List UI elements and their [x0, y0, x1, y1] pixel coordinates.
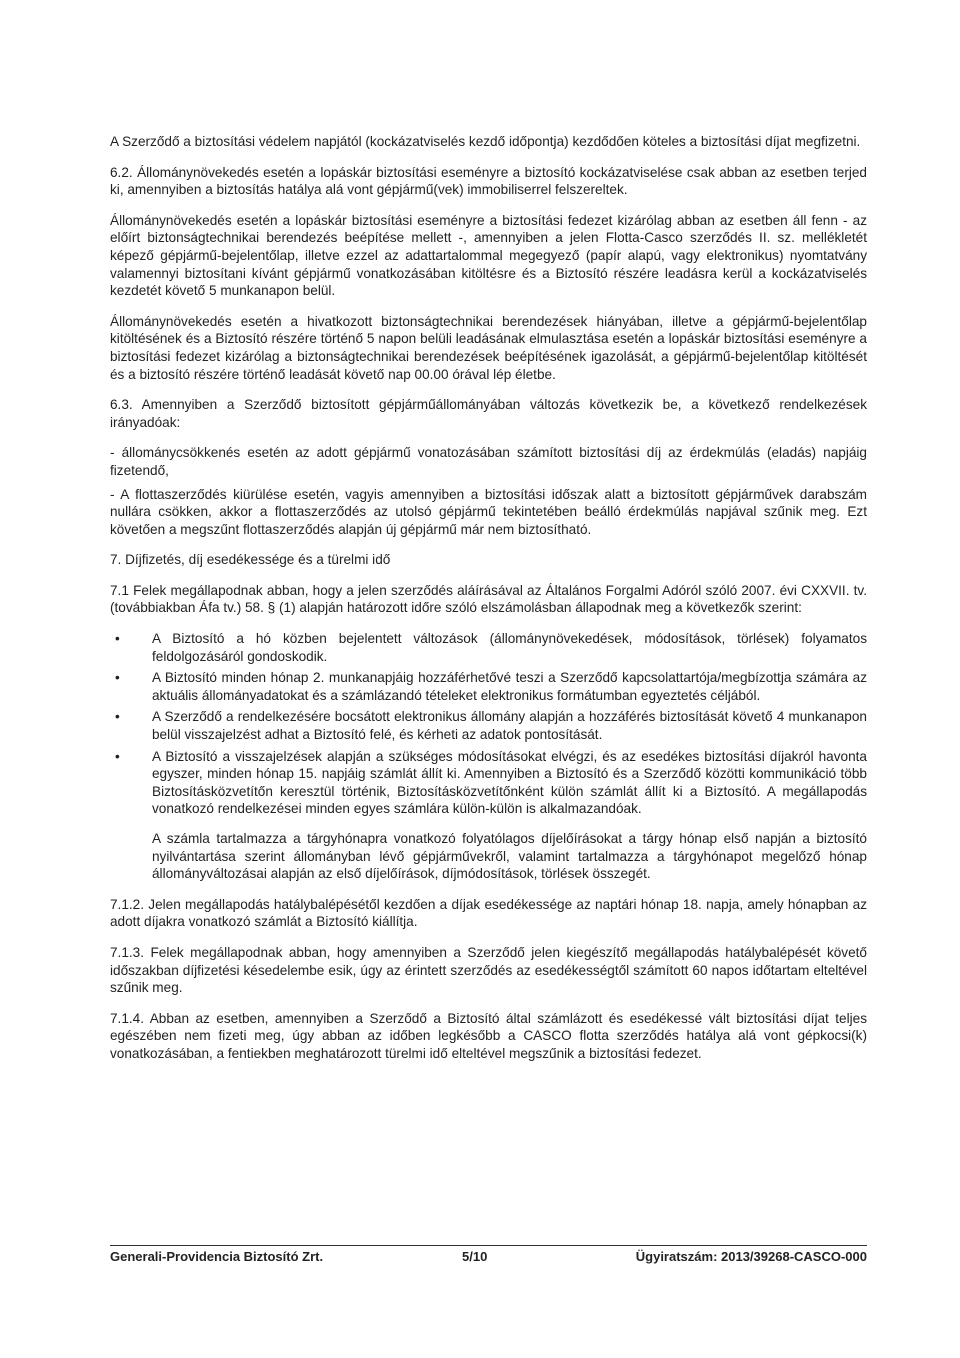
bullet-continuation: A számla tartalmazza a tárgyhónapra vonatkozó folyatólagos díjelőírásokat a tárgy hónap első napján a biztosító nyilvántartása szerint állományban lévő gépjárművekről, valamint tartalmazza a tárgyhónapot megelőző hónap állományváltozásai alapján az első díjelőírások, díjmódosítások, törlések összegét. — [152, 831, 867, 882]
bullet-icon: • — [115, 709, 120, 725]
section-heading-7: 7. Díjfizetés, díj esedékessége és a türelmi idő — [110, 552, 391, 568]
footer-reference: Ügyiratszám: 2013/39268-CASCO-000 — [635, 1249, 867, 1264]
bullet-icon: • — [115, 631, 120, 647]
list-item-text: A Biztosító minden hónap 2. munkanapjáig hozzáférhetővé teszi a Szerződő kapcsolattartója/megbízottja számára az aktuális állományadatokat és a számlázandó tételeket elektronikus formátumban egyeztetés céljából. — [152, 670, 867, 703]
list-item-text: A Biztosító a hó közben bejelentett változások (állománynövekedések, módosítások, törlések) folyamatos feldolgozásáról gondoskodik. — [152, 631, 867, 664]
paragraph-premium-obligation: A Szerződő a biztosítási védelem napjától (kockázatviselés kezdő időpontja) kezdődően köteles a biztosítási díjat megfizetni. — [110, 134, 861, 149]
paragraph-6-2: 6.2. Állománynövekedés esetén a lopáskár biztosítási eseményre a biztosító kockázatviselése csak abban az esetben terjed ki, amennyiben a biztosítás hatálya alá vont gépjármű(vek) immobiliserrel felszereltek. — [110, 164, 867, 198]
list-item-text: A Szerződő a rendelkezésére bocsátott elektronikus állomány alapján a hozzáférés biztosítását követő 4 munkanapon belül visszajelzést adhat a Biztosító felé, és kérheti az adatok pontosítását. — [152, 709, 867, 743]
dash-item-decrease: - állománycsökkenés esetén az adott gépjármű vonatozásában számított biztosítási díj az érdekmúlás (eladás) napjáig fizetendő, — [110, 445, 867, 478]
list-item-text: A Biztosító a visszajelzések alapján a szükséges módosításokat elvégzi, és az esedékes biztosítási díjakról havonta egyszer, minden hónap 15. napjáig számlát állít ki. Amennyiben a Biztosító és a Szerződő közötti kommunikáció több Biztosításközvetítőn keresztül történik, Biztosításközvetítőnként külön számlát állít ki a Biztosító. A megállapodás vonatkozó rendelkezései minden egyes számlára külön-külön is alkalmazandóak. — [152, 748, 867, 817]
page-number: 5/10 — [462, 1249, 488, 1264]
paragraph-7-1-2: 7.1.2. Jelen megállapodás hatálybalépésétől kezdően a díjak esedékessége az naptári hónap 18. napja, amely hónapban az adott díjakra vonatkozó számlát a Biztosító kiállítja. — [110, 896, 867, 930]
paragraph-theft-coverage: Állománynövekedés esetén a lopáskár biztosítási eseményre a biztosítási fedezet kizárólag abban az esetben áll fenn - az előírt biztonságtechnikai berendezés beépítése mellett -, amennyiben a jelen Flotta-Casco szerződés II. sz. mellékletét képező gépjármű-bejelentőlap, illetve ezzel az adattartalommal megegyező (papír alapú, vagy elektronikus) nyomtatvány valamennyi biztosítani kívánt gépjármű vonatkozásában kitöltésre és a Biztosító részére leadásra kerül a kockázatviselés kezdetét követő 5 munkanapon belül. — [110, 212, 867, 299]
paragraph-7-1-3: 7.1.3. Felek megállapodnak abban, hogy amennyiben a Szerződő jelen kiegészítő megállapodás hatálybalépését követő időszakban díjfizetési késedelembe esik, úgy az érintett szerződés az esedékességtől számított 60 napos időtartam elteltével szűnik meg. — [110, 944, 867, 996]
list-item — [115, 708, 867, 743]
bullet-icon: • — [115, 670, 120, 686]
paragraph-7-1-4: 7.1.4. Abban az esetben, amennyiben a Szerződő a Biztosító által számlázott és esedékessé vált biztosítási díjat teljes egészében nem fizeti meg, úgy abban az időben legkésőbb a CASCO flotta szerződés hatálya alá vont gépkocsi(k) vonatkozásában, a fentiekben meghatározott türelmi idő elteltével megszűnik a biztosítási fedezet. — [110, 1010, 867, 1061]
page-footer — [110, 1245, 867, 1264]
document-body — [110, 133, 867, 1076]
dash-item-fleet-empty: - A flottaszerződés kiürülése esetén, vagyis amennyiben a biztosítási időszak alatt a biztosított gépjárművek darabszám nullára csökken, akkor a flottaszerződés az utolsó gépjármű tekintetében beálló érdekmúlás napjával szűnik meg. Ezt követően a megszűnt flottaszerződés alapján új gépjármű már nem biztosítható. — [110, 486, 867, 537]
bullet-list — [110, 630, 867, 818]
footer-insurer: Generali-Providencia Biztosító Zrt. — [110, 1249, 324, 1264]
list-item — [115, 669, 867, 704]
list-item — [115, 748, 867, 818]
paragraph-7-1: 7.1 Felek megállapodnak abban, hogy a jelen szerződés aláírásával az Általános Forgalmi Adóról szóló 2007. évi CXXVII. tv. (továbbiakban Áfa tv.) 58. § (1) alapján határozott időre szóló elszámolásban állapodnak meg a következők szerint: — [110, 582, 867, 616]
paragraph-missing-equipment: Állománynövekedés esetén a hivatkozott biztonságtechnikai berendezések hiányában, illetve a gépjármű-bejelentőlap kitöltésének és a Biztosító részére történő 5 napon belüli leadásának elmulasztása esetén a lopáskár biztosítási eseményre a biztosítási fedezet kizárólag a biztonságtechnikai berendezések beépítésének igazolását, a gépjármű-bejelentőlap kitöltését és a biztosító részére történő leadását követő nap 00.00 órával lép életbe. — [110, 313, 867, 382]
paragraph-6-3: 6.3. Amennyiben a Szerződő biztosított gépjárműállományában változás következik be, a következő rendelkezések irányadóak: — [110, 397, 867, 430]
bullet-icon: • — [115, 748, 120, 764]
list-item — [115, 630, 867, 665]
